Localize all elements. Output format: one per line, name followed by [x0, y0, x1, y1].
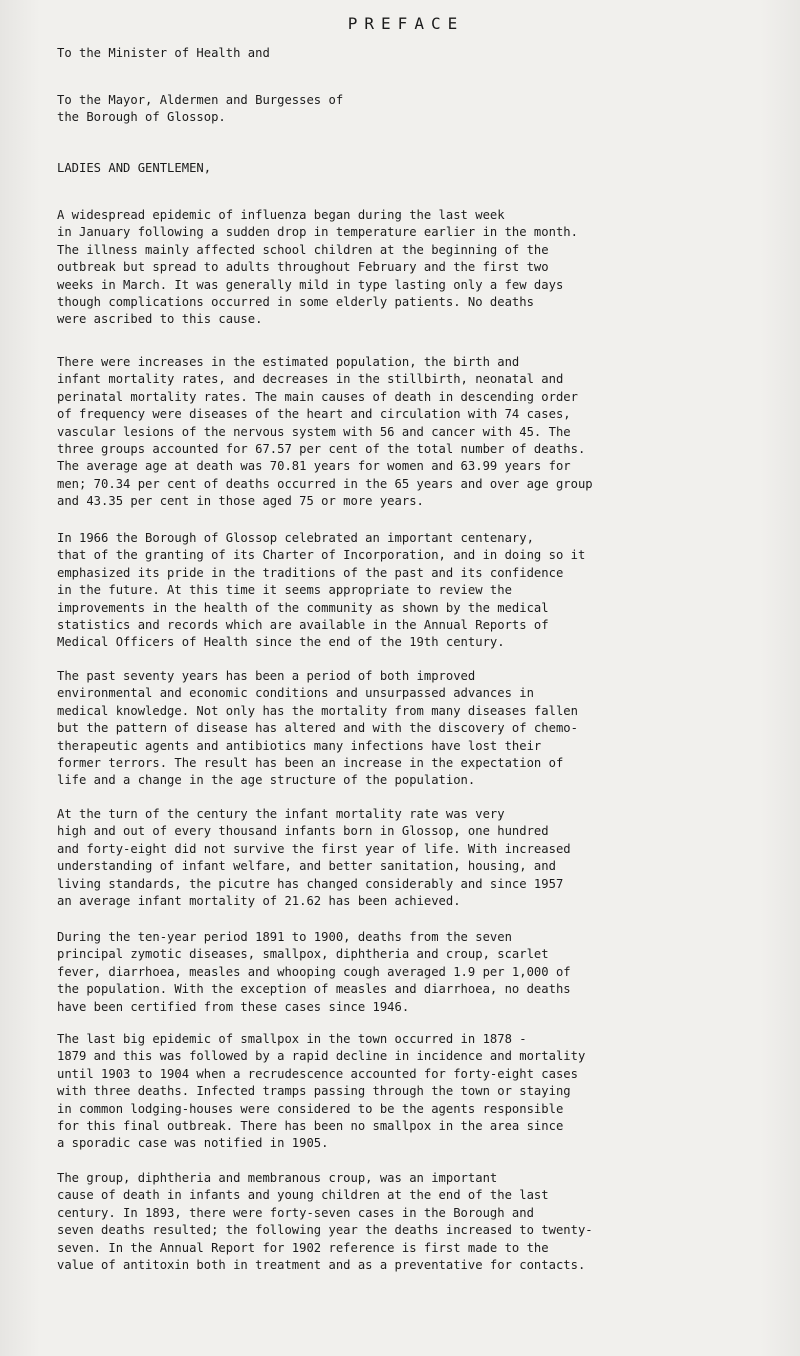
text-line: Medical Officers of Health since the end of the 19th century. — [57, 635, 505, 650]
text-line: in common lodging-houses were considered to be the agents responsible — [57, 1101, 564, 1116]
text-line: weeks in March. It was generally mild in type lasting only a few days — [57, 277, 564, 292]
text-line: 1879 and this was followed by a rapid decline in incidence and mortality — [57, 1049, 586, 1064]
text-line: were ascribed to this cause. — [57, 312, 263, 327]
text-line: a sporadic case was notified in 1905. — [57, 1136, 329, 1151]
text-line: the population. With the exception of measles and diarrhoea, no deaths — [57, 982, 571, 997]
text-line: cause of death in infants and young children at the end of the last — [57, 1188, 549, 1203]
text-line: environmental and economic conditions and unsurpassed advances in — [57, 686, 534, 701]
paragraph-smallpox — [57, 1031, 777, 1153]
text-line: seven deaths resulted; the following year the deaths increased to twenty- — [57, 1223, 593, 1238]
page-title: PREFACE — [347, 14, 465, 33]
text-line: At the turn of the century the infant mortality rate was very — [57, 807, 505, 821]
text-line: three groups accounted for 67.57 per cent of the total number of deaths. — [57, 442, 586, 457]
text-line: former terrors. The result has been an increase in the expectation of — [57, 756, 564, 771]
paragraph-past-seventy-years — [57, 668, 777, 790]
text-line: and forty-eight did not survive the first year of life. With increased — [57, 841, 571, 856]
address-mayor — [57, 92, 777, 127]
text-line: In 1966 the Borough of Glossop celebrated an important centenary, — [57, 531, 534, 545]
text-line: emphasized its pride in the traditions of the past and its confidence — [57, 565, 564, 580]
text-line: The last big epidemic of smallpox in the town occurred in 1878 - — [57, 1032, 527, 1046]
text-line: During the ten-year period 1891 to 1900, deaths from the seven — [57, 930, 512, 944]
address-line: the Borough of Glossop. — [57, 110, 226, 125]
text-line: principal zymotic diseases, smallpox, diphtheria and croup, scarlet — [57, 947, 549, 962]
text-line: though complications occurred in some elderly patients. No deaths — [57, 295, 534, 310]
text-line: for this final outbreak. There has been no smallpox in the area since — [57, 1119, 564, 1134]
text-line: outbreak but spread to adults throughout February and the first two — [57, 260, 549, 275]
text-line: have been certified from these cases since 1946. — [57, 999, 410, 1014]
salutation: LADIES AND GENTLEMEN, — [57, 161, 212, 175]
text-line: The group, diphtheria and membranous croup, was an important — [57, 1171, 498, 1185]
text-line: of frequency were diseases of the heart and circulation with 74 cases, — [57, 407, 571, 422]
text-line: but the pattern of disease has altered and with the discovery of chemo- — [57, 721, 578, 736]
text-line: seven. In the Annual Report for 1902 reference is first made to the — [57, 1240, 549, 1255]
paragraph-diphtheria — [57, 1170, 777, 1274]
text-line: men; 70.34 per cent of deaths occurred in the 65 years and over age group — [57, 476, 593, 491]
text-line: A widespread epidemic of influenza began during the last week — [57, 208, 505, 222]
text-line: life and a change in the age structure of the population. — [57, 773, 476, 788]
text-line: high and out of every thousand infants born in Glossop, one hundred — [57, 824, 549, 839]
text-line: in January following a sudden drop in temperature earlier in the month. — [57, 225, 578, 240]
text-line: in the future. At this time it seems appropriate to review the — [57, 583, 512, 598]
text-line: and 43.35 per cent in those aged 75 or more years. — [57, 494, 424, 509]
paragraph-infant-mortality — [57, 806, 777, 910]
address-line: To the Mayor, Aldermen and Burgesses of — [57, 93, 344, 107]
text-line: statistics and records which are available in the Annual Reports of — [57, 618, 549, 633]
text-line: infant mortality rates, and decreases in the stillbirth, neonatal and — [57, 372, 564, 387]
text-line: century. In 1893, there were forty-seven cases in the Borough and — [57, 1205, 534, 1220]
text-line: understanding of infant welfare, and better sanitation, housing, and — [57, 859, 556, 874]
text-line: The past seventy years has been a period of both improved — [57, 669, 476, 683]
text-line: until 1903 to 1904 when a recrudescence accounted for forty-eight cases — [57, 1066, 578, 1081]
text-line: fever, diarrhoea, measles and whooping cough averaged 1.9 per 1,000 of — [57, 964, 571, 979]
text-line: There were increases in the estimated population, the birth and — [57, 355, 520, 369]
text-line: vascular lesions of the nervous system with 56 and cancer with 45. The — [57, 424, 571, 439]
paragraph-mortality-statistics — [57, 354, 777, 511]
address-minister: To the Minister of Health and — [57, 46, 270, 60]
text-line: value of antitoxin both in treatment and as a preventative for contacts. — [57, 1258, 586, 1273]
text-line: therapeutic agents and antibiotics many infections have lost their — [57, 738, 542, 753]
text-line: medical knowledge. Not only has the mortality from many diseases fallen — [57, 703, 578, 718]
text-line: that of the granting of its Charter of Incorporation, and in doing so it — [57, 548, 586, 563]
text-line: an average infant mortality of 21.62 has been achieved. — [57, 894, 461, 909]
text-line: perinatal mortality rates. The main causes of death in descending order — [57, 389, 578, 404]
paragraph-zymotic-diseases — [57, 929, 777, 1016]
text-line: improvements in the health of the community as shown by the medical — [57, 600, 549, 615]
text-line: The illness mainly affected school children at the beginning of the — [57, 242, 549, 257]
text-line: living standards, the picutre has changed considerably and since 1957 — [57, 876, 564, 891]
text-line: with three deaths. Infected tramps passing through the town or staying — [57, 1084, 571, 1099]
text-line: The average age at death was 70.81 years for women and 63.99 years for — [57, 459, 571, 474]
paragraph-influenza — [57, 207, 777, 329]
paragraph-centenary — [57, 530, 777, 652]
